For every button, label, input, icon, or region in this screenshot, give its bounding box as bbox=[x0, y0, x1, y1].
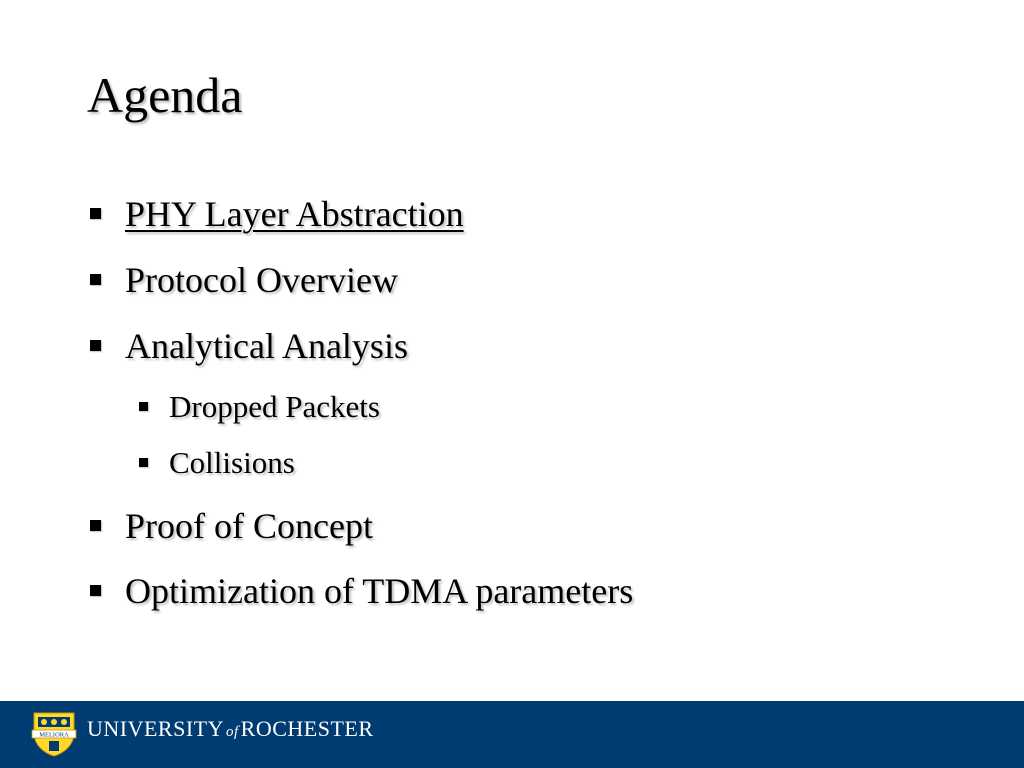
square-bullet-icon bbox=[90, 585, 101, 596]
agenda-item-label: Optimization of TDMA parameters bbox=[125, 571, 634, 611]
agenda-item-protocol-overview bbox=[90, 259, 398, 301]
square-bullet-icon bbox=[90, 208, 101, 219]
agenda-item-label: Protocol Overview bbox=[125, 260, 398, 300]
agenda-item-label: Analytical Analysis bbox=[125, 326, 408, 366]
university-seal-icon bbox=[30, 711, 78, 757]
agenda-item-link[interactable]: PHY Layer Abstraction bbox=[125, 194, 464, 234]
square-bullet-icon bbox=[139, 458, 148, 467]
university-footer-bar bbox=[0, 701, 1024, 768]
wordmark-of: of bbox=[226, 724, 239, 740]
agenda-item-proof-of-concept bbox=[90, 505, 373, 547]
agenda-subitem-label: Dropped Packets bbox=[169, 389, 380, 424]
square-bullet-icon bbox=[90, 340, 101, 351]
square-bullet-icon bbox=[90, 520, 101, 531]
agenda-subitem-collisions bbox=[139, 445, 295, 481]
square-bullet-icon bbox=[90, 274, 101, 285]
university-wordmark bbox=[87, 716, 374, 742]
agenda-item-phy-layer-abstraction[interactable] bbox=[90, 193, 464, 235]
slide-title: Agenda bbox=[87, 67, 243, 123]
agenda-subitem-dropped-packets bbox=[139, 389, 380, 425]
agenda-subitem-label: Collisions bbox=[169, 445, 295, 480]
wordmark-left: UNIVERSITY bbox=[87, 716, 224, 741]
agenda-item-label: Proof of Concept bbox=[125, 506, 373, 546]
agenda-item-optimization-tdma bbox=[90, 570, 633, 612]
wordmark-right: ROCHESTER bbox=[240, 716, 374, 741]
svg-text:MELIORA: MELIORA bbox=[39, 731, 69, 739]
square-bullet-icon bbox=[139, 402, 148, 411]
agenda-item-analytical-analysis bbox=[90, 325, 408, 367]
